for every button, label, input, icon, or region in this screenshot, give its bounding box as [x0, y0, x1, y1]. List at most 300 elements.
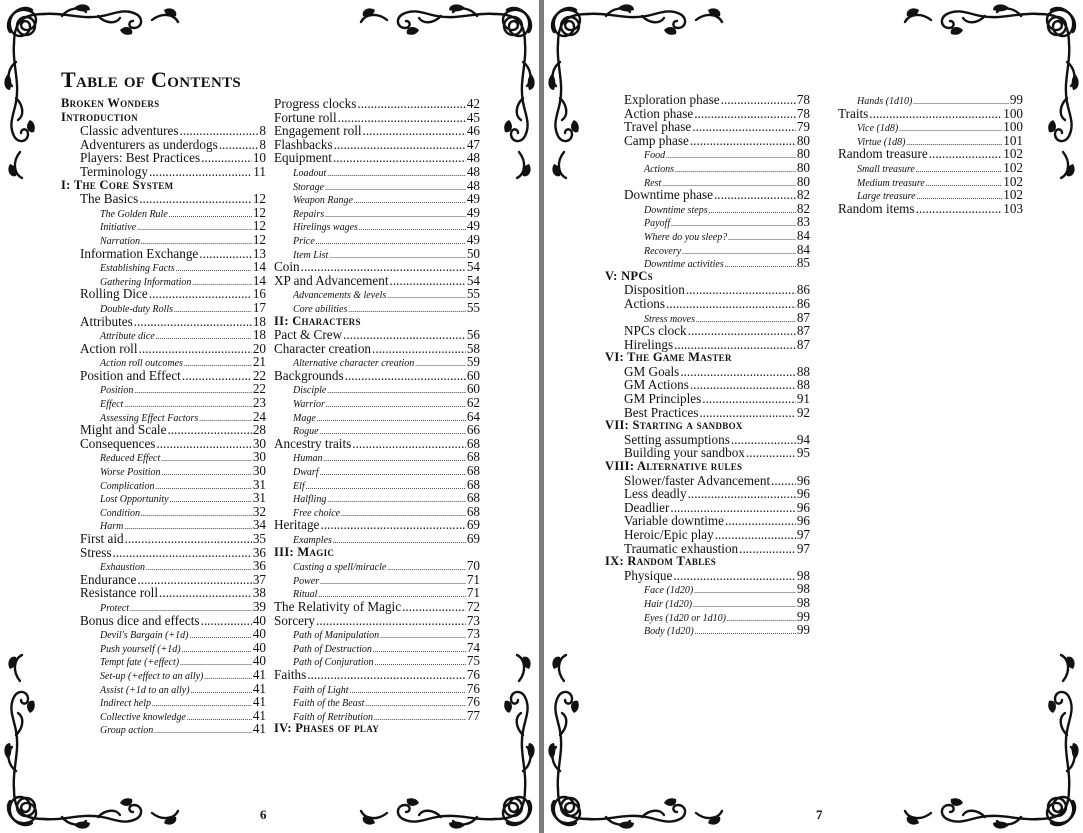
toc-page-number: 38 [252, 585, 266, 601]
toc-page-number: 23 [252, 395, 266, 411]
toc-page-number: 49 [466, 218, 480, 234]
toc-entry [61, 532, 266, 546]
toc-entry [61, 410, 266, 424]
toc-entry-title: VIII: Alternative rules [605, 459, 743, 474]
toc-entry-title: Coin [274, 259, 300, 275]
toc-entry [61, 627, 266, 641]
dot-leader [725, 258, 796, 272]
dot-leader [327, 384, 465, 398]
toc-page-number: 77 [466, 707, 480, 723]
dot-leader [325, 208, 466, 222]
toc-entry [605, 134, 810, 148]
dot-leader [714, 188, 796, 202]
dot-leader [307, 668, 466, 682]
toc-entry [605, 392, 810, 406]
toc-entry [61, 722, 266, 736]
dot-leader [345, 369, 466, 383]
toc-entry-title: Rolling Dice [80, 286, 148, 302]
dot-leader [675, 163, 796, 177]
toc-page-number: 101 [1003, 132, 1023, 148]
toc-entry [61, 260, 266, 274]
toc-entry-title: Stress [80, 544, 112, 560]
toc-page-number: 48 [466, 163, 480, 179]
toc-entry [605, 365, 810, 379]
toc-page-number: 97 [796, 527, 810, 542]
dot-leader [348, 303, 465, 317]
toc-entry-title: Set-up (+effect to an ally) [100, 670, 204, 682]
toc-page-number: 62 [466, 395, 480, 411]
toc-entry [61, 505, 266, 519]
toc-entry-title: I: The Core System [61, 177, 174, 192]
toc-entry [605, 501, 810, 515]
dot-leader [373, 643, 466, 657]
dot-leader [316, 614, 466, 628]
toc-page-number: 32 [252, 503, 266, 519]
toc-entry [605, 542, 810, 556]
toc-page-number: 73 [466, 626, 480, 642]
toc-entry [605, 446, 810, 460]
toc-page-number: 78 [796, 92, 810, 107]
toc-entry [605, 229, 810, 243]
toc-entry [61, 151, 266, 165]
dot-leader [201, 614, 252, 628]
toc-entry [274, 260, 480, 274]
dot-leader [201, 151, 252, 165]
toc-page-number: 22 [252, 367, 266, 383]
toc-column-left-1 [61, 97, 266, 736]
toc-page-number: 80 [796, 159, 810, 175]
toc-entry-title: Character creation [274, 340, 372, 356]
dot-leader [156, 437, 251, 451]
toc-column-left-2 [274, 97, 480, 736]
toc-page-number: 12 [252, 191, 266, 207]
toc-entry-title: VI: The Game Master [605, 350, 732, 365]
toc-page-number: 94 [796, 431, 810, 447]
toc-section-heading [605, 555, 810, 569]
dot-leader [686, 283, 796, 297]
toc-entry-title: Variable downtime [624, 513, 724, 529]
toc-entry [61, 586, 266, 600]
toc-entry-title: Repairs [293, 208, 325, 220]
toc-entry [274, 342, 480, 356]
toc-page-number: 8 [259, 123, 266, 139]
toc-entry [274, 111, 480, 125]
toc-entry-title: Push yourself (+1d) [100, 643, 181, 655]
toc-entry-title: Dwarf [293, 467, 319, 479]
toc-entry [274, 586, 480, 600]
toc-entry-title: Lost Opportunity [100, 494, 169, 506]
toc-entry [61, 355, 266, 369]
toc-page-number: 96 [796, 472, 810, 488]
right-page [544, 0, 1083, 833]
toc-page-number: 60 [466, 367, 480, 383]
toc-page-number: 13 [252, 245, 266, 261]
corner-ornament-bottom-right [901, 651, 1081, 831]
toc-entry-title: Large treasure [857, 191, 916, 203]
toc-entry-title: Reduced Effect [100, 453, 161, 465]
toc-entry [274, 464, 480, 478]
toc-entry-title: Hirelings [624, 336, 674, 352]
toc-entry-title: Halfling [293, 494, 327, 506]
dot-leader [325, 181, 466, 195]
toc-page-number: 72 [466, 598, 480, 614]
page-title: Table of Contents [61, 67, 242, 92]
toc-entry-title: Ritual [293, 589, 318, 601]
toc-page-number: 31 [252, 490, 266, 506]
toc-entry-title: Setting assumptions [624, 431, 730, 447]
toc-entry [274, 287, 480, 301]
toc-entry-title: Condition [100, 507, 141, 519]
toc-entry [605, 161, 810, 175]
toc-entry [61, 287, 266, 301]
toc-section-heading [274, 315, 480, 329]
toc-entry [274, 491, 480, 505]
toc-page-number: 92 [796, 404, 810, 420]
toc-entry-title: Disposition [624, 282, 685, 298]
toc-entry-title: Action phase [624, 105, 694, 121]
toc-entry [274, 532, 480, 546]
toc-entry [274, 505, 480, 519]
toc-page-number: 102 [1003, 187, 1023, 203]
toc-page-number: 30 [252, 449, 266, 465]
toc-entry [274, 179, 480, 193]
toc-entry-title: Introduction [61, 109, 138, 124]
toc-page-number: 88 [796, 377, 810, 393]
toc-entry-title: Random treasure [838, 146, 928, 162]
dot-leader [182, 369, 252, 383]
toc-page-number: 41 [252, 680, 266, 696]
dot-leader [350, 684, 466, 698]
dot-leader [359, 221, 466, 235]
toc-entry [838, 107, 1023, 121]
toc-page-number: 49 [466, 231, 480, 247]
toc-entry [605, 175, 810, 189]
toc-entry-title: Disciple [293, 385, 327, 397]
toc-entry-title: Path of Manipulation [293, 630, 380, 642]
toc-page-number: 84 [796, 227, 810, 243]
toc-entry [274, 614, 480, 628]
toc-entry [61, 641, 266, 655]
dot-leader [746, 446, 796, 460]
dot-leader [323, 452, 465, 466]
toc-entry [274, 559, 480, 573]
dot-leader [715, 528, 796, 542]
toc-entry [605, 582, 810, 596]
toc-entry-title: Casting a spell/miracle [293, 562, 387, 574]
dot-leader [372, 342, 466, 356]
toc-section-heading [274, 546, 480, 560]
toc-entry [274, 328, 480, 342]
page-number: 7 [816, 807, 823, 822]
dot-leader [666, 297, 796, 311]
toc-page-number: 88 [796, 363, 810, 379]
toc-page-number: 40 [252, 639, 266, 655]
toc-entry-title: Exploration phase [624, 92, 720, 107]
toc-page-number: 99 [796, 608, 810, 624]
toc-entry [61, 315, 266, 329]
toc-entry [274, 654, 480, 668]
toc-page-number: 97 [796, 540, 810, 556]
toc-entry [605, 107, 810, 121]
toc-entry-title: Faiths [274, 666, 307, 682]
toc-entry-title: V: NPCs [605, 268, 653, 283]
toc-entry-title: Sorcery [274, 612, 316, 628]
toc-entry-title: Group action [100, 725, 154, 737]
toc-entry [838, 188, 1023, 202]
toc-entry-title: Effect [100, 399, 124, 411]
toc-entry [274, 518, 480, 532]
dot-leader [141, 507, 252, 521]
toc-page-number: 8 [259, 136, 266, 152]
toc-entry-title: Downtime phase [624, 187, 713, 203]
toc-page-number: 37 [252, 571, 266, 587]
toc-page-number: 76 [466, 666, 480, 682]
toc-entry-title: Establishing Facts [100, 263, 175, 275]
toc-entry-title: Alternative character creation [293, 358, 415, 370]
toc-page-number: 54 [466, 259, 480, 275]
dot-leader [154, 724, 252, 738]
toc-page-number: 14 [252, 259, 266, 275]
toc-entry [605, 528, 810, 542]
toc-entry [274, 423, 480, 437]
dot-leader [134, 384, 251, 398]
toc-entry [61, 437, 266, 451]
toc-entry [274, 382, 480, 396]
toc-entry-title: Faith of Retribution [293, 711, 373, 723]
toc-entry-title: Human [293, 453, 323, 465]
toc-entry [274, 641, 480, 655]
toc-entry [605, 514, 810, 528]
dot-leader [333, 151, 466, 165]
toc-entry-title: Indirect help [100, 698, 152, 710]
toc-entry [274, 396, 480, 410]
toc-entry-title: Faith of the Beast [293, 698, 365, 710]
toc-entry-title: Travel phase [624, 119, 692, 135]
dot-leader [155, 480, 251, 494]
page-number: 6 [260, 807, 267, 822]
toc-page-number: 48 [466, 150, 480, 166]
toc-entry [605, 256, 810, 270]
toc-page-number: 55 [466, 299, 480, 315]
toc-column-right-1 [605, 93, 810, 637]
toc-entry [61, 478, 266, 492]
dot-leader [693, 598, 796, 612]
toc-entry-title: Power [293, 575, 320, 587]
toc-entry-title: Payoff [644, 218, 671, 230]
toc-entry-title: Where do you sleep? [644, 231, 728, 243]
toc-entry [61, 668, 266, 682]
dot-leader [390, 274, 466, 288]
dot-leader [682, 245, 796, 259]
toc-page-number: 59 [466, 354, 480, 370]
toc-entry [274, 369, 480, 383]
toc-entry-title: Fortune roll [274, 109, 337, 125]
dot-leader [134, 315, 252, 329]
toc-page-number: 71 [466, 585, 480, 601]
toc-entry-title: Traumatic exhaustion [624, 540, 739, 556]
toc-page-number: 78 [796, 105, 810, 121]
toc-page-number: 80 [796, 146, 810, 162]
toc-entry [274, 247, 480, 261]
toc-page-number: 31 [252, 476, 266, 492]
dot-leader [387, 561, 465, 575]
dot-leader [916, 202, 1003, 216]
dot-leader [690, 378, 796, 392]
toc-entry [61, 233, 266, 247]
toc-entry-title: Hair (1d20) [644, 598, 693, 610]
toc-entry [605, 283, 810, 297]
toc-page-number: 100 [1003, 119, 1023, 135]
toc-entry-title: Exhaustion [100, 562, 145, 574]
toc-entry-title: Broken Wonders [61, 96, 160, 110]
toc-entry [61, 192, 266, 206]
toc-entry [605, 120, 810, 134]
dot-leader [125, 532, 252, 546]
toc-entry-title: Stress moves [644, 313, 696, 325]
toc-page-number: 85 [796, 255, 810, 271]
toc-section-heading [605, 351, 810, 365]
dot-leader [739, 542, 796, 556]
toc-entry-title: IV: Phases of play [274, 721, 380, 736]
dot-leader [139, 342, 252, 356]
toc-entry [61, 219, 266, 233]
dot-leader [190, 629, 252, 643]
toc-page-number: 34 [252, 517, 266, 533]
toc-entry [274, 219, 480, 233]
dot-leader [334, 138, 466, 152]
toc-entry-title: Mage [293, 412, 316, 424]
toc-entry [274, 450, 480, 464]
toc-page-number: 96 [796, 499, 810, 515]
toc-page-number: 83 [796, 214, 810, 230]
toc-entry-title: Body (1d20) [644, 626, 694, 638]
dot-leader [702, 392, 796, 406]
toc-entry [274, 573, 480, 587]
toc-entry-title: Devil's Bargain (+1d) [100, 630, 189, 642]
toc-entry-title: Backgrounds [274, 367, 344, 383]
toc-entry-title: Endurance [80, 571, 137, 587]
toc-page-number: 48 [466, 177, 480, 193]
toc-page-number: 17 [252, 299, 266, 315]
toc-entry-title: Traits [838, 105, 869, 121]
toc-page-number: 80 [796, 132, 810, 148]
toc-entry-title: Bonus dice and effects [80, 612, 200, 628]
toc-entry [61, 546, 266, 560]
toc-page-number: 58 [466, 340, 480, 356]
toc-entry-title: Warrior [293, 399, 325, 411]
left-page [0, 0, 539, 833]
dot-leader [326, 398, 466, 412]
toc-page-number: 96 [796, 486, 810, 502]
toc-entry [838, 134, 1023, 148]
dot-leader [680, 365, 795, 379]
toc-page-number: 68 [466, 503, 480, 519]
toc-page-number: 41 [252, 666, 266, 682]
toc-page-number: 55 [466, 286, 480, 302]
toc-entry-title: Classic adventures [80, 123, 179, 139]
toc-entry [61, 165, 266, 179]
dot-leader [692, 120, 796, 134]
toc-page-number: 39 [252, 598, 266, 614]
toc-page-number: 100 [1003, 105, 1023, 121]
dot-leader [161, 452, 252, 466]
dot-leader [149, 287, 252, 301]
toc-entry [838, 202, 1023, 216]
toc-entry [274, 682, 480, 696]
toc-entry-title: Face (1d20) [644, 585, 694, 597]
toc-entry-title: Camp phase [624, 132, 689, 148]
toc-entry-title: Harm [100, 521, 124, 533]
toc-entry [605, 338, 810, 352]
toc-entry [61, 369, 266, 383]
toc-page-number: 70 [466, 558, 480, 574]
toc-entry-title: Examples [293, 535, 332, 546]
toc-entry [838, 161, 1023, 175]
toc-entry-title: Collective knowledge [100, 711, 186, 723]
toc-page-number: 103 [1003, 200, 1023, 216]
toc-entry [605, 487, 810, 501]
dot-leader [666, 149, 796, 163]
toc-entry-title: Resistance roll [80, 585, 159, 601]
toc-entry-title: XP and Advancement [274, 272, 389, 288]
toc-entry [274, 192, 480, 206]
dot-leader [149, 165, 252, 179]
toc-entry [605, 378, 810, 392]
toc-entry-title: Free choice [293, 507, 341, 519]
dot-leader [169, 208, 252, 222]
toc-entry [274, 600, 480, 614]
dot-leader [688, 324, 796, 338]
dot-leader [182, 643, 252, 657]
dot-leader [219, 138, 259, 152]
toc-entry [61, 206, 266, 220]
toc-entry [61, 450, 266, 464]
dot-leader [709, 204, 796, 218]
toc-page-number: 54 [466, 272, 480, 288]
dot-leader [204, 670, 251, 684]
toc-entry [605, 93, 810, 107]
toc-entry-title: Protect [100, 602, 130, 614]
dot-leader [137, 221, 252, 235]
toc-entry-title: Hands (1d10) [857, 96, 913, 107]
toc-entry-title: Tempt fate (+effect) [100, 657, 180, 669]
dot-leader [357, 97, 465, 111]
toc-entry [605, 474, 810, 488]
toc-entry-title: Deadlier [624, 499, 670, 515]
toc-entry-title: Pact & Crew [274, 327, 343, 343]
toc-entry-title: Path of Destruction [293, 643, 372, 655]
toc-page-number: 18 [252, 313, 266, 329]
toc-entry [61, 695, 266, 709]
toc-entry [61, 709, 266, 723]
dot-leader [139, 192, 252, 206]
toc-entry [274, 709, 480, 723]
toc-entry [274, 151, 480, 165]
toc-page-number: 80 [796, 173, 810, 189]
dot-leader [380, 629, 466, 643]
dot-leader [113, 546, 252, 560]
toc-page-number: 79 [796, 119, 810, 135]
toc-entry [605, 297, 810, 311]
dot-leader [673, 569, 795, 583]
toc-entry-title: Elf [293, 480, 305, 492]
toc-entry-title: Adventurers as underdogs [80, 136, 218, 152]
dot-leader [170, 493, 252, 507]
toc-entry [274, 668, 480, 682]
toc-entry [61, 247, 266, 261]
toc-page-number: 21 [252, 354, 266, 370]
dot-leader [671, 217, 796, 231]
